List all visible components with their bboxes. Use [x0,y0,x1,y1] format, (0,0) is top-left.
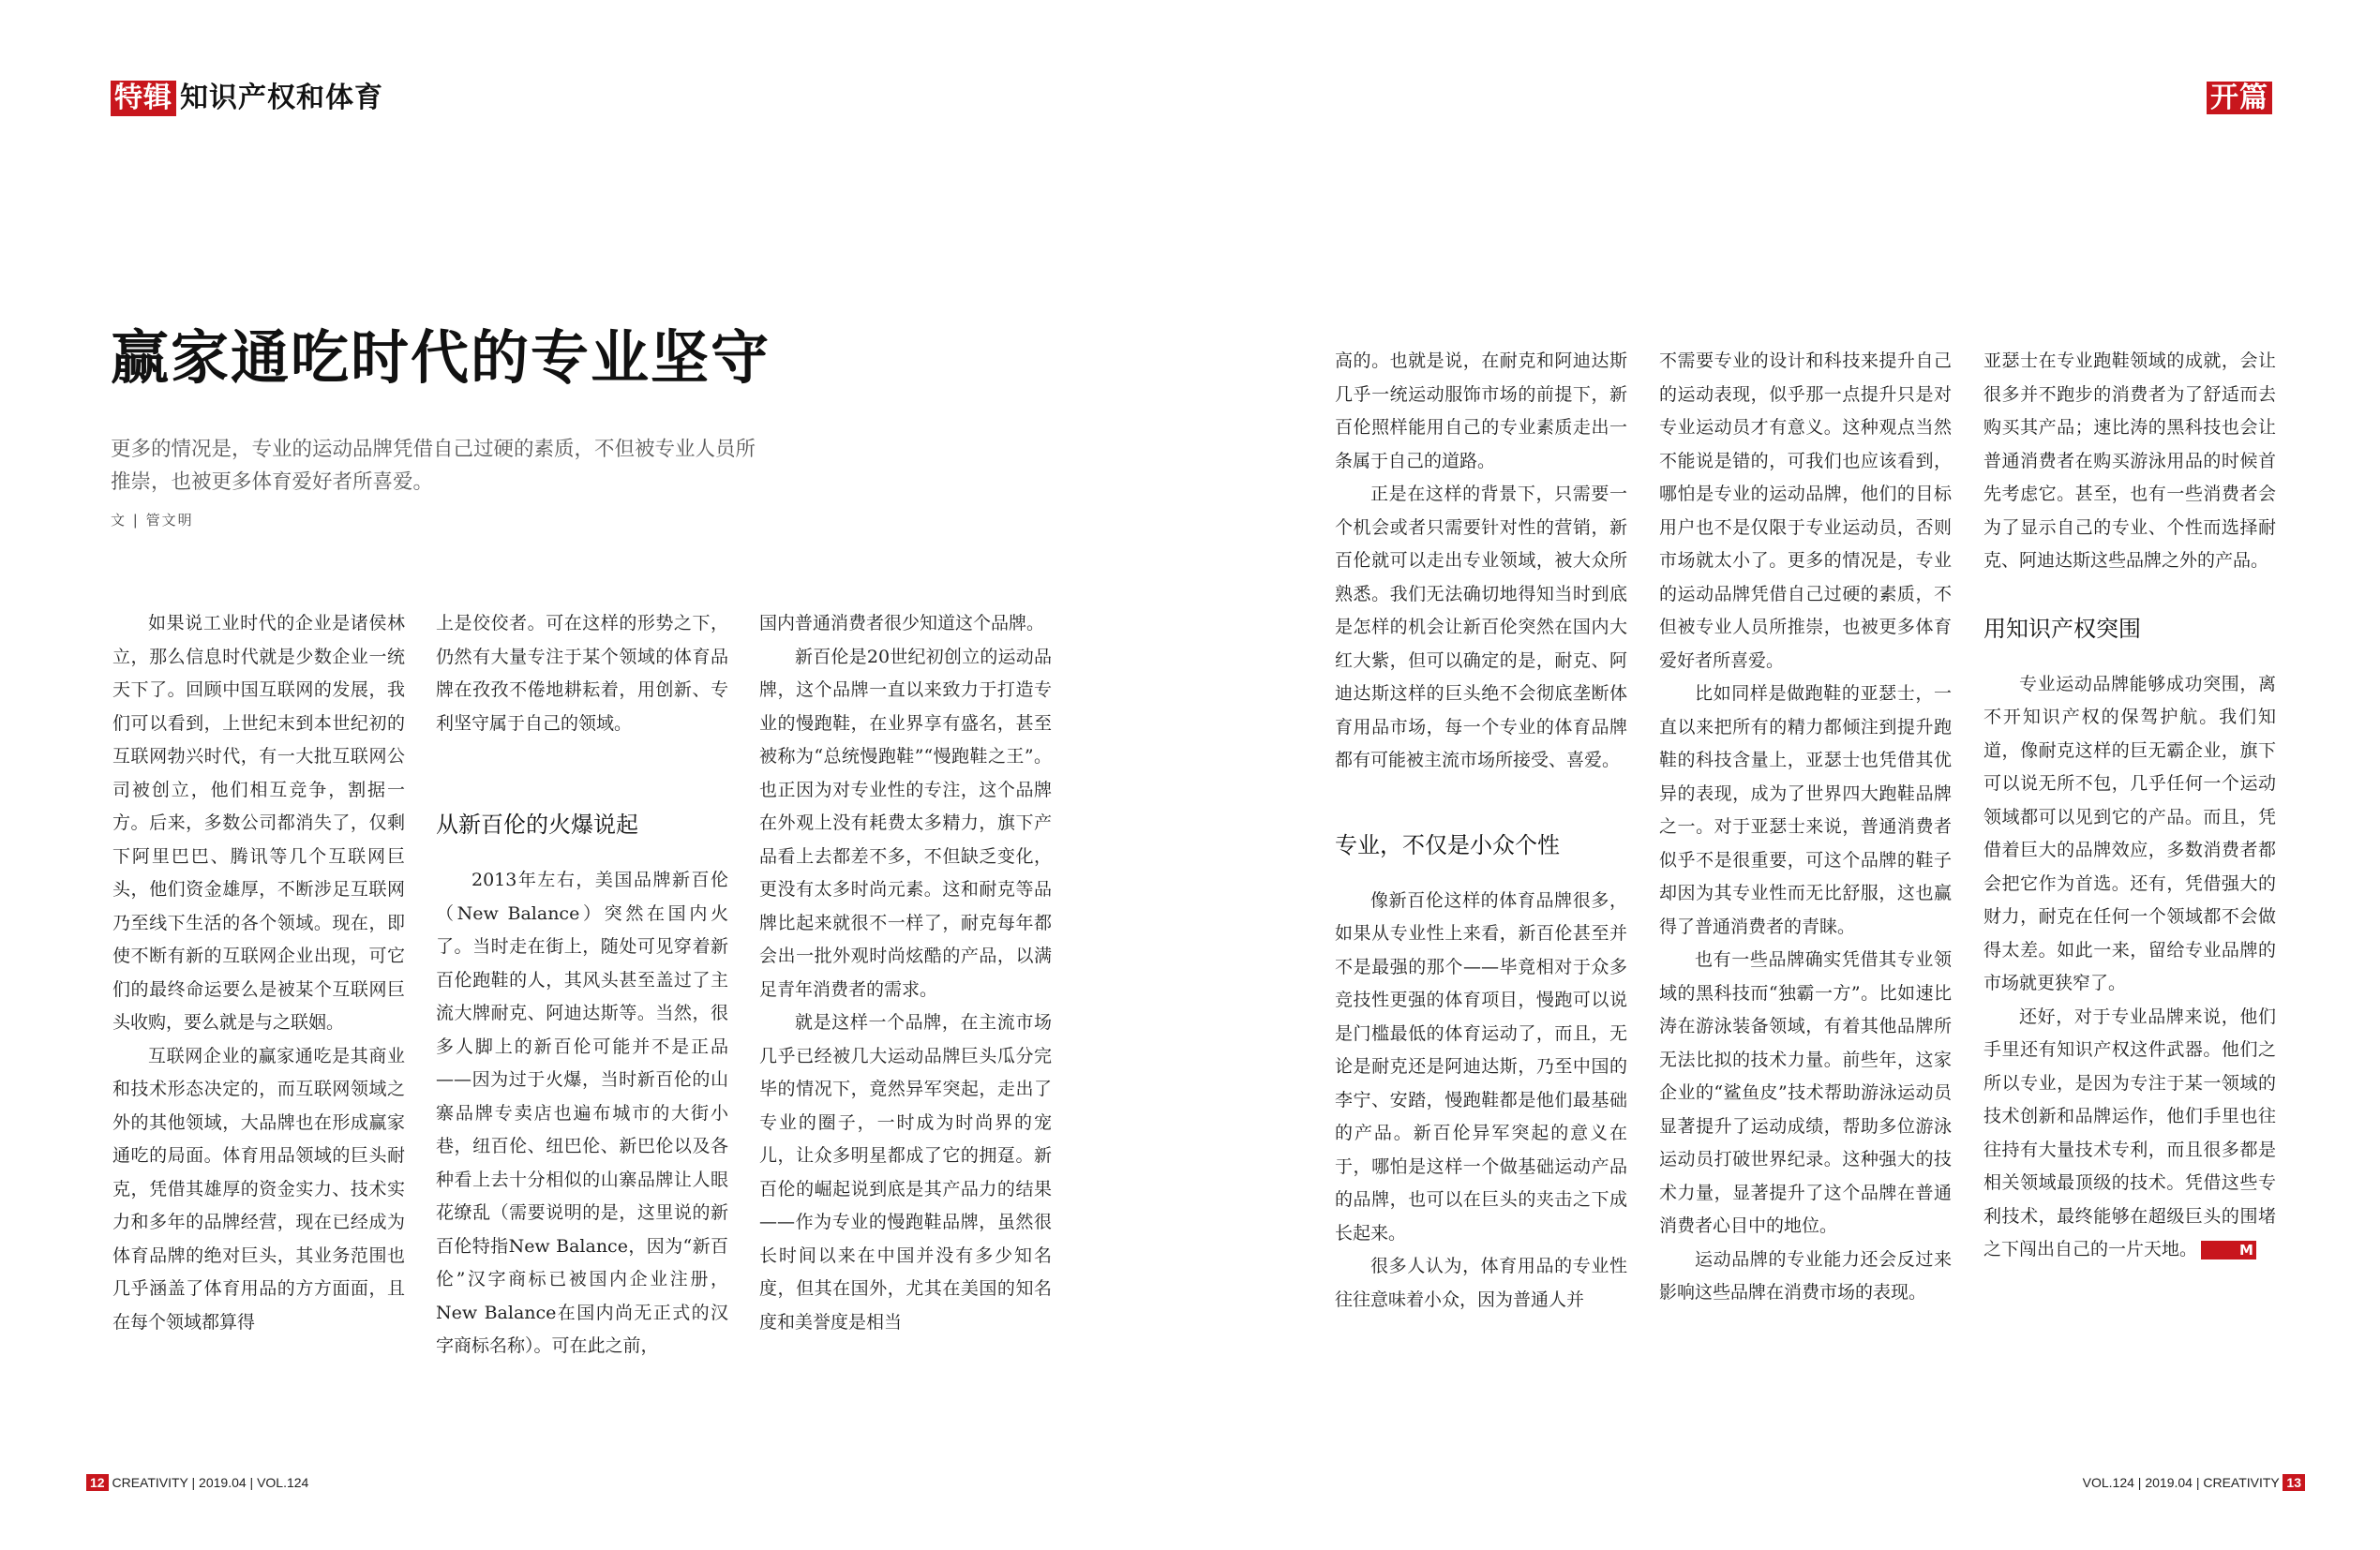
text-column-3 [759,607,1052,1339]
page-number: 13 [2283,1474,2305,1491]
subheading: 用知识产权突围 [1983,615,2141,642]
text-column-4 [1335,345,1627,1317]
paragraph: 就是这样一个品牌，在主流市场几乎已经被几大运动品牌巨头瓜分完毕的情况下，竟然异军突起，走出了专业的圈子，一时成为时尚界的宠儿，让众多明星都成了它的拥趸。新百伦的崛起说到底是其产品力的结果——作为专业的慢跑鞋品牌，虽然很长时间以来在中国并没有多少知名度，但其在国外，尤其在美国的知名度和美誉度是相当 [759,1012,1052,1333]
paragraph: 运动品牌的专业能力还会反过来影响这些品牌在消费市场的表现。 [1659,1248,1952,1303]
paragraph: 正是在这样的背景下，只需要一个机会或者只需要针对性的营销，新百伦就可以走出专业领域，被大众所熟悉。我们无法确切地得知当时到底是怎样的机会让新百伦突然在国内大红大紫，但可以确定的是，耐克、阿迪达斯这样的巨头绝不会彻底垄断体育用品市场，每一个专业的体育品牌都有可能被主流市场所接受、喜爱。 [1335,484,1627,770]
section-title: 知识产权和体育 [180,82,383,114]
paragraph: 国内普通消费者很少知道这个品牌。 [759,613,1045,633]
footer-right [2083,1474,2305,1491]
paragraph: 像新百伦这样的体育品牌很多，如果从专业性上来看，新百伦甚至并不是最强的那个——毕竟相对于众多竞技性更强的体育项目，慢跑可以说是门槛最低的体育运动了，而且，无论是耐克还是阿迪达斯，乃至中国的李宁、安踏，慢跑鞋都是他们最基础的产品。新百伦异军突起的意义在于，哪怕是这样一个做基础运动产品的品牌，也可以在巨头的夹击之下成长起来。 [1335,889,1627,1244]
subheading: 专业，不仅是小众个性 [1335,831,1560,858]
text-column-6 [1983,345,2276,1267]
subheading: 从新百伦的火爆说起 [436,812,638,838]
article-headline: 赢家通吃时代的专业坚守 [111,323,771,392]
paragraph: 很多人认为，体育用品的专业性往往意味着小众，因为普通人并 [1335,1256,1627,1310]
section-header-left [111,81,383,116]
paragraph: 亚瑟士在专业跑鞋领域的成就，会让很多并不跑步的消费者为了舒适而去购买其产品；速比涛的黑科技也会让普通消费者在购买游泳用品的时候首先考虑它。甚至，也有一些消费者会为了显示自己的专业、个性而选择耐克、阿迪达斯这些品牌之外的产品。 [1983,350,2276,571]
paragraph [1983,1001,2276,1267]
article-deck: 更多的情况是，专业的运动品牌凭借自己过硬的素质，不但被专业人员所推崇，也被更多体育爱好者所喜爱。 [111,438,756,494]
paragraph: 不需要专业的设计和科技来提升自己的运动表现，似乎那一点提升只是对专业运动员才有意义。这种观点当然不能说是错的，可我们也应该看到，哪怕是专业的运动品牌，他们的目标用户也不是仅限于专业运动员，否则市场就太小了。更多的情况是，专业的运动品牌凭借自己过硬的素质，不但被专业人员所推崇，也被更多体育爱好者所喜爱。 [1659,350,1952,671]
paragraph: 也有一些品牌确实凭借其专业领域的黑科技而“独霸一方”。比如速比涛在游泳装备领域，有着其他品牌所无法比拟的技术力量。前些年，这家企业的“鲨鱼皮”技术帮助游泳运动员显著提升了运动成绩，帮助多位游泳运动员打破世界纪录。这种强大的技术力量，显著提升了这个品牌在普通消费者心目中的地位。 [1659,949,1952,1236]
text-column-5 [1659,345,1952,1310]
paragraph: 2013年左右，美国品牌新百伦（New Balance）突然在国内火了。当时走在街上，随处可见穿着新百伦跑鞋的人，其风头甚至盖过了主流大牌耐克、阿迪达斯等。当然，很多人脚上的新百伦可能并不是正品——因为过于火爆，当时新百伦的山寨品牌专卖店也遍布城市的大街小巷，纽百伦、纽巴伦、新巴伦以及各种看上去十分相似的山寨品牌让人眼花缭乱（需要说明的是，这里说的新百伦特指New Balance，因为“新百伦”汉字商标已被国内企业注册，New Balance在国内尚无正式的汉字商标名称）。可在此之前， [436,870,728,1356]
footer-left [86,1474,308,1491]
section-header-right [2207,81,2272,116]
paragraph: 如果说工业时代的企业是诸侯林立，那么信息时代就是少数企业一统天下了。回顾中国互联网的发展，我们可以看到，上世纪末到本世纪初的互联网勃兴时代，有一大批互联网公司被创立，他们相互竞争，割据一方。后来，多数公司都消失了，仅剩下阿里巴巴、腾讯等几个互联网巨头，他们资金雄厚，不断涉足互联网乃至线下生活的各个领域。现在，即使不断有新的互联网企业出现，可它们的最终命运要么是被某个互联网巨头收购，要么就是与之联姻。 [112,613,405,1033]
paragraph: 比如同样是做跑鞋的亚瑟士，一直以来把所有的精力都倾注到提升跑鞋的科技含量上，亚瑟士也凭借其优异的表现，成为了世界四大跑鞋品牌之一。对于亚瑟士来说，普通消费者似乎不是很重要，可这个品牌的鞋子却因为其专业性而无比舒服，这也赢得了普通消费者的青睐。 [1659,683,1952,937]
paragraph: 上是佼佼者。可在这样的形势之下，仍然有大量专注于某个领域的体育品牌在孜孜不倦地耕耘着，用创新、专利坚守属于自己的领域。 [436,613,728,734]
chapter-tag: 开篇 [2207,82,2272,114]
text-column-1 [112,607,405,1339]
section-tag: 特辑 [111,81,176,116]
page-number: 12 [86,1474,109,1491]
end-mark-icon: M [2201,1241,2256,1259]
paragraph: 专业运动品牌能够成功突围，离不开知识产权的保驾护航。我们知道，像耐克这样的巨无霸企业，旗下可以说无所不包，几乎任何一个运动领域都可以见到它的产品。而且，凭借着巨大的品牌效应，多数消费者都会把它作为首选。还有，凭借强大的财力，耐克在任何一个领域都不会做得太差。如此一来，留给专业品牌的市场就更狭窄了。 [1983,673,2276,993]
paragraph-text: 还好，对于专业品牌来说，他们手里还有知识产权这件武器。他们之所以专业，是因为专注于某一领域的技术创新和品牌运作，他们手里也往往持有大量技术专利，而且很多都是相关领域最顶级的技术。凭借这些专利技术，最终能够在超级巨头的围堵之下闯出自己的一片天地。 [1983,1006,2276,1259]
article-byline: 文 | 管文明 [111,512,194,529]
paragraph: 新百伦是20世纪初创立的运动品牌，这个品牌一直以来致力于打造专业的慢跑鞋，在业界享有盛名，甚至被称为“总统慢跑鞋”“慢跑鞋之王”。也正因为对专业性的专注，这个品牌在外观上没有耗费太多精力，旗下产品看上去都差不多，不但缺乏变化，更没有太多时尚元素。这和耐克等品牌比起来就很不一样了，耐克每年都会出一批外观时尚炫酷的产品，以满足青年消费者的需求。 [759,646,1052,1000]
paragraph: 互联网企业的赢家通吃是其商业和技术形态决定的，而互联网领域之外的其他领域，大品牌也在形成赢家通吃的局面。体育用品领域的巨头耐克，凭借其雄厚的资金实力、技术实力和多年的品牌经营，现在已经成为体育品牌的绝对巨头，其业务范围也几乎涵盖了体育用品的方方面面，且在每个领域都算得 [112,1045,405,1333]
footer-text: VOL.124 | 2019.04 | CREATIVITY [2082,1475,2280,1490]
paragraph: 高的。也就是说，在耐克和阿迪达斯几乎一统运动服饰市场的前提下，新百伦照样能用自己的专业素质走出一条属于自己的道路。 [1335,350,1627,471]
text-column-2 [436,607,728,1364]
footer-text: CREATIVITY | 2019.04 | VOL.124 [112,1475,309,1490]
